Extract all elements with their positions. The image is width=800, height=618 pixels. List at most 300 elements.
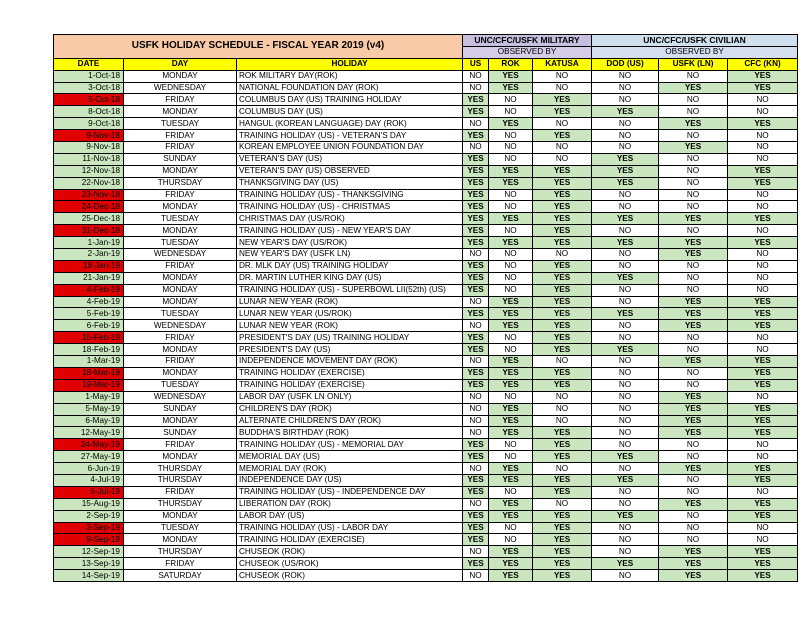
observed-cfc-kn-cell: NO xyxy=(728,260,798,272)
observed-usfk-ln-cell: YES xyxy=(659,142,728,154)
observed-dod-us-cell: NO xyxy=(592,70,659,82)
observed-katusa-cell: YES xyxy=(533,367,592,379)
observed-dod-us-cell: NO xyxy=(592,142,659,154)
observed-rok-cell: NO xyxy=(489,439,533,451)
observed-katusa-cell: YES xyxy=(533,534,592,546)
date-cell: 18-Mar-19 xyxy=(54,367,124,379)
date-cell: 19-Mar-19 xyxy=(54,379,124,391)
observed-us-cell: YES xyxy=(463,379,489,391)
observed-dod-us-cell: NO xyxy=(592,320,659,332)
observed-katusa-cell: YES xyxy=(533,344,592,356)
holiday-cell: ALTERNATE CHILDREN'S DAY (ROK) xyxy=(237,415,463,427)
table-row xyxy=(54,201,798,213)
observed-usfk-ln-cell: NO xyxy=(659,344,728,356)
observed-rok-cell: NO xyxy=(489,130,533,142)
observed-cfc-kn-cell: NO xyxy=(728,451,798,463)
observed-katusa-cell: YES xyxy=(533,213,592,225)
observed-cfc-kn-cell: YES xyxy=(728,427,798,439)
observed-katusa-cell: NO xyxy=(533,391,592,403)
observed-katusa-cell: YES xyxy=(533,379,592,391)
observed-katusa-cell: YES xyxy=(533,474,592,486)
date-cell: 9-Oct-18 xyxy=(54,118,124,130)
observed-rok-cell: YES xyxy=(489,403,533,415)
observed-katusa-cell: NO xyxy=(533,70,592,82)
observed-rok-cell: YES xyxy=(489,558,533,570)
observed-dod-us-cell: NO xyxy=(592,189,659,201)
observed-us-cell: YES xyxy=(463,165,489,177)
observed-katusa-cell: YES xyxy=(533,201,592,213)
observed-dod-us-cell: YES xyxy=(592,451,659,463)
table-row xyxy=(54,534,798,546)
observed-rok-cell: YES xyxy=(489,379,533,391)
observed-rok-cell: YES xyxy=(489,177,533,189)
observed-dod-us-cell: NO xyxy=(592,379,659,391)
observed-rok-cell: YES xyxy=(489,415,533,427)
observed-dod-us-cell: YES xyxy=(592,165,659,177)
observed-cfc-kn-cell: NO xyxy=(728,201,798,213)
observed-rok-cell: NO xyxy=(489,522,533,534)
column-header-katusa: KATUSA xyxy=(533,58,592,70)
observed-dod-us-cell: NO xyxy=(592,463,659,475)
observed-cfc-kn-cell: YES xyxy=(728,403,798,415)
table-row xyxy=(54,153,798,165)
observed-dod-us-cell: YES xyxy=(592,106,659,118)
date-cell: 6-May-19 xyxy=(54,415,124,427)
observed-katusa-cell: YES xyxy=(533,510,592,522)
observed-us-cell: YES xyxy=(463,510,489,522)
observed-dod-us-cell: NO xyxy=(592,296,659,308)
observed-usfk-ln-cell: NO xyxy=(659,284,728,296)
date-cell: 5-Jul-19 xyxy=(54,486,124,498)
holiday-cell: TRAINING HOLIDAY (US) - INDEPENDENCE DAY xyxy=(237,486,463,498)
date-cell: 6-Feb-19 xyxy=(54,320,124,332)
observed-usfk-ln-cell: YES xyxy=(659,463,728,475)
observed-rok-cell: NO xyxy=(489,225,533,237)
day-cell: FRIDAY xyxy=(124,439,237,451)
observed-us-cell: NO xyxy=(463,463,489,475)
observed-katusa-cell: NO xyxy=(533,118,592,130)
observed-usfk-ln-cell: NO xyxy=(659,510,728,522)
observed-rok-cell: YES xyxy=(489,510,533,522)
date-cell: 2-Sep-19 xyxy=(54,510,124,522)
observed-us-cell: YES xyxy=(463,237,489,249)
table-row xyxy=(54,451,798,463)
observed-us-cell: YES xyxy=(463,225,489,237)
table-row xyxy=(54,379,798,391)
observed-rok-cell: NO xyxy=(489,391,533,403)
observed-katusa-cell: NO xyxy=(533,356,592,368)
civilian-observed-by: OBSERVED BY xyxy=(592,46,798,58)
table-row xyxy=(54,296,798,308)
observed-katusa-cell: YES xyxy=(533,558,592,570)
day-cell: THURSDAY xyxy=(124,498,237,510)
observed-rok-cell: NO xyxy=(489,142,533,154)
observed-us-cell: NO xyxy=(463,82,489,94)
observed-katusa-cell: NO xyxy=(533,415,592,427)
holiday-cell: TRAINING HOLIDAY (EXERCISE) xyxy=(237,534,463,546)
observed-katusa-cell: YES xyxy=(533,177,592,189)
holiday-cell: NEW YEAR'S DAY (USFK LN) xyxy=(237,249,463,261)
observed-usfk-ln-cell: NO xyxy=(659,260,728,272)
observed-cfc-kn-cell: NO xyxy=(728,225,798,237)
day-cell: THURSDAY xyxy=(124,463,237,475)
page-title: USFK HOLIDAY SCHEDULE - FISCAL YEAR 2019 (v4) xyxy=(54,35,463,59)
observed-us-cell: YES xyxy=(463,451,489,463)
day-cell: MONDAY xyxy=(124,510,237,522)
table-row xyxy=(54,522,798,534)
column-header-dod-us: DOD (US) xyxy=(592,58,659,70)
date-cell: 8-Oct-18 xyxy=(54,106,124,118)
table-row xyxy=(54,130,798,142)
table-row xyxy=(54,177,798,189)
day-cell: WEDNESDAY xyxy=(124,391,237,403)
observed-cfc-kn-cell: NO xyxy=(728,332,798,344)
observed-rok-cell: YES xyxy=(489,367,533,379)
day-cell: MONDAY xyxy=(124,225,237,237)
observed-us-cell: NO xyxy=(463,546,489,558)
observed-rok-cell: YES xyxy=(489,546,533,558)
observed-katusa-cell: YES xyxy=(533,130,592,142)
observed-us-cell: YES xyxy=(463,213,489,225)
observed-katusa-cell: YES xyxy=(533,570,592,582)
day-cell: SUNDAY xyxy=(124,403,237,415)
day-cell: SUNDAY xyxy=(124,427,237,439)
observed-dod-us-cell: YES xyxy=(592,177,659,189)
observed-rok-cell: YES xyxy=(489,570,533,582)
day-cell: MONDAY xyxy=(124,284,237,296)
day-cell: THURSDAY xyxy=(124,546,237,558)
observed-rok-cell: YES xyxy=(489,463,533,475)
observed-rok-cell: YES xyxy=(489,118,533,130)
observed-cfc-kn-cell: NO xyxy=(728,142,798,154)
table-row xyxy=(54,94,798,106)
observed-us-cell: NO xyxy=(463,249,489,261)
date-cell: 18-Feb-19 xyxy=(54,344,124,356)
observed-dod-us-cell: NO xyxy=(592,249,659,261)
observed-rok-cell: YES xyxy=(489,237,533,249)
table-row xyxy=(54,558,798,570)
column-header-row xyxy=(54,58,798,70)
table-row xyxy=(54,320,798,332)
day-cell: SATURDAY xyxy=(124,570,237,582)
observed-rok-cell: YES xyxy=(489,82,533,94)
observed-us-cell: YES xyxy=(463,106,489,118)
date-cell: 12-May-19 xyxy=(54,427,124,439)
observed-us-cell: NO xyxy=(463,118,489,130)
holiday-cell: VETERAN'S DAY (US) xyxy=(237,153,463,165)
observed-cfc-kn-cell: NO xyxy=(728,284,798,296)
date-cell: 18-Jan-19 xyxy=(54,260,124,272)
day-cell: MONDAY xyxy=(124,201,237,213)
holiday-cell: TRAINING HOLIDAY (US) - VETERAN'S DAY xyxy=(237,130,463,142)
day-cell: FRIDAY xyxy=(124,332,237,344)
holiday-cell: PRESIDENT'S DAY (US) TRAINING HOLIDAY xyxy=(237,332,463,344)
date-cell: 1-May-19 xyxy=(54,391,124,403)
day-cell: MONDAY xyxy=(124,70,237,82)
observed-usfk-ln-cell: NO xyxy=(659,534,728,546)
observed-katusa-cell: YES xyxy=(533,308,592,320)
day-cell: MONDAY xyxy=(124,296,237,308)
holiday-cell: LABOR DAY (USFK LN ONLY) xyxy=(237,391,463,403)
date-cell: 12-Nov-18 xyxy=(54,165,124,177)
military-observed-by: OBSERVED BY xyxy=(463,46,592,58)
holiday-cell: LUNAR NEW YEAR (ROK) xyxy=(237,320,463,332)
observed-katusa-cell: YES xyxy=(533,427,592,439)
holiday-cell: TRAINING HOLIDAY (EXERCISE) xyxy=(237,379,463,391)
observed-rok-cell: YES xyxy=(489,70,533,82)
date-cell: 23-Nov-18 xyxy=(54,189,124,201)
observed-usfk-ln-cell: NO xyxy=(659,201,728,213)
date-cell: 22-Nov-18 xyxy=(54,177,124,189)
observed-us-cell: YES xyxy=(463,522,489,534)
observed-us-cell: YES xyxy=(463,189,489,201)
observed-katusa-cell: YES xyxy=(533,165,592,177)
day-cell: MONDAY xyxy=(124,165,237,177)
holiday-cell: MEMORIAL DAY (US) xyxy=(237,451,463,463)
holiday-cell: TRAINING HOLIDAY (US) - NEW YEAR'S DAY xyxy=(237,225,463,237)
observed-rok-cell: NO xyxy=(489,284,533,296)
table-row xyxy=(54,106,798,118)
table-row xyxy=(54,486,798,498)
table-row xyxy=(54,344,798,356)
observed-usfk-ln-cell: NO xyxy=(659,522,728,534)
observed-cfc-kn-cell: YES xyxy=(728,308,798,320)
date-cell: 13-Sep-19 xyxy=(54,558,124,570)
observed-katusa-cell: NO xyxy=(533,82,592,94)
observed-usfk-ln-cell: NO xyxy=(659,332,728,344)
observed-rok-cell: NO xyxy=(489,94,533,106)
civilian-group-header: UNC/CFC/USFK CIVILIAN xyxy=(592,35,798,47)
observed-usfk-ln-cell: NO xyxy=(659,165,728,177)
observed-rok-cell: NO xyxy=(489,249,533,261)
table-row xyxy=(54,367,798,379)
table-row xyxy=(54,356,798,368)
table-row xyxy=(54,403,798,415)
observed-rok-cell: YES xyxy=(489,498,533,510)
date-cell: 4-Jul-19 xyxy=(54,474,124,486)
observed-katusa-cell: NO xyxy=(533,403,592,415)
observed-dod-us-cell: NO xyxy=(592,94,659,106)
observed-us-cell: NO xyxy=(463,70,489,82)
observed-katusa-cell: YES xyxy=(533,237,592,249)
observed-us-cell: NO xyxy=(463,403,489,415)
day-cell: FRIDAY xyxy=(124,558,237,570)
observed-usfk-ln-cell: NO xyxy=(659,177,728,189)
holiday-cell: ROK MILITARY DAY(ROK) xyxy=(237,70,463,82)
observed-rok-cell: YES xyxy=(489,165,533,177)
date-cell: 24-May-19 xyxy=(54,439,124,451)
observed-us-cell: YES xyxy=(463,558,489,570)
holiday-cell: LUNAR NEW YEAR (US/ROK) xyxy=(237,308,463,320)
observed-cfc-kn-cell: YES xyxy=(728,463,798,475)
observed-us-cell: YES xyxy=(463,284,489,296)
date-cell: 27-May-19 xyxy=(54,451,124,463)
observed-katusa-cell: YES xyxy=(533,189,592,201)
date-cell: 31-Dec-18 xyxy=(54,225,124,237)
date-cell: 5-Oct-18 xyxy=(54,94,124,106)
observed-dod-us-cell: NO xyxy=(592,415,659,427)
holiday-cell: LIBERATION DAY (ROK) xyxy=(237,498,463,510)
observed-us-cell: NO xyxy=(463,498,489,510)
observed-usfk-ln-cell: NO xyxy=(659,225,728,237)
observed-usfk-ln-cell: YES xyxy=(659,403,728,415)
observed-cfc-kn-cell: YES xyxy=(728,546,798,558)
observed-usfk-ln-cell: NO xyxy=(659,94,728,106)
date-cell: 5-May-19 xyxy=(54,403,124,415)
observed-cfc-kn-cell: YES xyxy=(728,213,798,225)
observed-cfc-kn-cell: YES xyxy=(728,356,798,368)
observed-dod-us-cell: YES xyxy=(592,153,659,165)
observed-katusa-cell: YES xyxy=(533,260,592,272)
day-cell: FRIDAY xyxy=(124,486,237,498)
holiday-cell: CHUSEOK (ROK) xyxy=(237,546,463,558)
observed-us-cell: YES xyxy=(463,486,489,498)
observed-us-cell: YES xyxy=(463,201,489,213)
date-cell: 3-Oct-18 xyxy=(54,82,124,94)
column-header-rok: ROK xyxy=(489,58,533,70)
observed-dod-us-cell: NO xyxy=(592,498,659,510)
observed-us-cell: NO xyxy=(463,415,489,427)
holiday-cell: LUNAR NEW YEAR (ROK) xyxy=(237,296,463,308)
holiday-cell: CHUSEOK (ROK) xyxy=(237,570,463,582)
observed-cfc-kn-cell: NO xyxy=(728,249,798,261)
observed-cfc-kn-cell: NO xyxy=(728,486,798,498)
observed-cfc-kn-cell: YES xyxy=(728,474,798,486)
observed-rok-cell: NO xyxy=(489,272,533,284)
observed-cfc-kn-cell: YES xyxy=(728,296,798,308)
observed-usfk-ln-cell: YES xyxy=(659,249,728,261)
holiday-cell: HANGUL (KOREAN LANGUAGE) DAY (ROK) xyxy=(237,118,463,130)
table-row xyxy=(54,70,798,82)
observed-rok-cell: NO xyxy=(489,153,533,165)
observed-dod-us-cell: NO xyxy=(592,486,659,498)
day-cell: TUESDAY xyxy=(124,379,237,391)
observed-usfk-ln-cell: YES xyxy=(659,237,728,249)
date-cell: 15-Aug-19 xyxy=(54,498,124,510)
observed-dod-us-cell: YES xyxy=(592,558,659,570)
column-header-day: DAY xyxy=(124,58,237,70)
observed-us-cell: NO xyxy=(463,427,489,439)
observed-cfc-kn-cell: NO xyxy=(728,106,798,118)
holiday-cell: COLUMBUS DAY (US) TRAINING HOLIDAY xyxy=(237,94,463,106)
observed-cfc-kn-cell: NO xyxy=(728,344,798,356)
day-cell: FRIDAY xyxy=(124,260,237,272)
holiday-cell: TRAINING HOLIDAY (US) - SUPERBOWL LII(52th) (US) xyxy=(237,284,463,296)
observed-us-cell: YES xyxy=(463,153,489,165)
day-cell: TUESDAY xyxy=(124,237,237,249)
observed-katusa-cell: YES xyxy=(533,284,592,296)
observed-cfc-kn-cell: YES xyxy=(728,415,798,427)
observed-usfk-ln-cell: NO xyxy=(659,451,728,463)
holiday-cell: NEW YEAR'S DAY (US/ROK) xyxy=(237,237,463,249)
holiday-cell: BUDDHA'S BIRTHDAY (ROK) xyxy=(237,427,463,439)
observed-dod-us-cell: YES xyxy=(592,308,659,320)
day-cell: WEDNESDAY xyxy=(124,320,237,332)
table-row xyxy=(54,260,798,272)
observed-dod-us-cell: YES xyxy=(592,510,659,522)
observed-usfk-ln-cell: YES xyxy=(659,296,728,308)
holiday-cell: CHRISTMAS DAY (US/ROK) xyxy=(237,213,463,225)
observed-usfk-ln-cell: NO xyxy=(659,70,728,82)
day-cell: FRIDAY xyxy=(124,130,237,142)
observed-us-cell: YES xyxy=(463,177,489,189)
observed-rok-cell: NO xyxy=(489,534,533,546)
holiday-cell: INDEPENDENCE MOVEMENT DAY (ROK) xyxy=(237,356,463,368)
table-row xyxy=(54,474,798,486)
observed-us-cell: NO xyxy=(463,296,489,308)
holiday-cell: TRAINING HOLIDAY (EXERCISE) xyxy=(237,367,463,379)
day-cell: TUESDAY xyxy=(124,118,237,130)
observed-rok-cell: YES xyxy=(489,320,533,332)
observed-usfk-ln-cell: YES xyxy=(659,558,728,570)
observed-dod-us-cell: NO xyxy=(592,403,659,415)
column-header-holiday: HOLIDAY xyxy=(237,58,463,70)
observed-dod-us-cell: NO xyxy=(592,546,659,558)
observed-dod-us-cell: NO xyxy=(592,356,659,368)
table-row xyxy=(54,391,798,403)
date-cell: 2-Jan-19 xyxy=(54,249,124,261)
observed-cfc-kn-cell: NO xyxy=(728,189,798,201)
observed-cfc-kn-cell: NO xyxy=(728,272,798,284)
observed-rok-cell: YES xyxy=(489,296,533,308)
observed-usfk-ln-cell: YES xyxy=(659,213,728,225)
observed-katusa-cell: YES xyxy=(533,320,592,332)
day-cell: MONDAY xyxy=(124,272,237,284)
observed-usfk-ln-cell: YES xyxy=(659,546,728,558)
date-cell: 9-Nov-18 xyxy=(54,142,124,154)
observed-dod-us-cell: NO xyxy=(592,82,659,94)
observed-cfc-kn-cell: YES xyxy=(728,570,798,582)
observed-usfk-ln-cell: YES xyxy=(659,356,728,368)
observed-usfk-ln-cell: NO xyxy=(659,367,728,379)
holiday-cell: DR. MLK DAY (US) TRAINING HOLIDAY xyxy=(237,260,463,272)
observed-us-cell: YES xyxy=(463,332,489,344)
observed-dod-us-cell: YES xyxy=(592,237,659,249)
date-cell: 14-Sep-19 xyxy=(54,570,124,582)
observed-rok-cell: NO xyxy=(489,189,533,201)
day-cell: MONDAY xyxy=(124,534,237,546)
observed-usfk-ln-cell: YES xyxy=(659,570,728,582)
observed-usfk-ln-cell: NO xyxy=(659,153,728,165)
observed-usfk-ln-cell: NO xyxy=(659,189,728,201)
holiday-cell: TRAINING HOLIDAY (US) - LABOR DAY xyxy=(237,522,463,534)
day-cell: TUESDAY xyxy=(124,308,237,320)
date-cell: 5-Feb-19 xyxy=(54,308,124,320)
holiday-cell: LABOR DAY (US) xyxy=(237,510,463,522)
table-row xyxy=(54,332,798,344)
observed-katusa-cell: YES xyxy=(533,439,592,451)
observed-katusa-cell: YES xyxy=(533,94,592,106)
date-cell: 11-Nov-18 xyxy=(54,153,124,165)
observed-cfc-kn-cell: NO xyxy=(728,391,798,403)
date-cell: 12-Sep-19 xyxy=(54,546,124,558)
table-row xyxy=(54,546,798,558)
observed-katusa-cell: YES xyxy=(533,546,592,558)
observed-cfc-kn-cell: YES xyxy=(728,237,798,249)
observed-cfc-kn-cell: YES xyxy=(728,379,798,391)
date-cell: 4-Feb-19 xyxy=(54,284,124,296)
observed-us-cell: YES xyxy=(463,344,489,356)
observed-dod-us-cell: NO xyxy=(592,332,659,344)
day-cell: FRIDAY xyxy=(124,142,237,154)
observed-cfc-kn-cell: NO xyxy=(728,522,798,534)
date-cell: 21-Jan-19 xyxy=(54,272,124,284)
observed-dod-us-cell: NO xyxy=(592,427,659,439)
table-row xyxy=(54,189,798,201)
observed-cfc-kn-cell: NO xyxy=(728,439,798,451)
observed-usfk-ln-cell: NO xyxy=(659,474,728,486)
observed-dod-us-cell: NO xyxy=(592,225,659,237)
